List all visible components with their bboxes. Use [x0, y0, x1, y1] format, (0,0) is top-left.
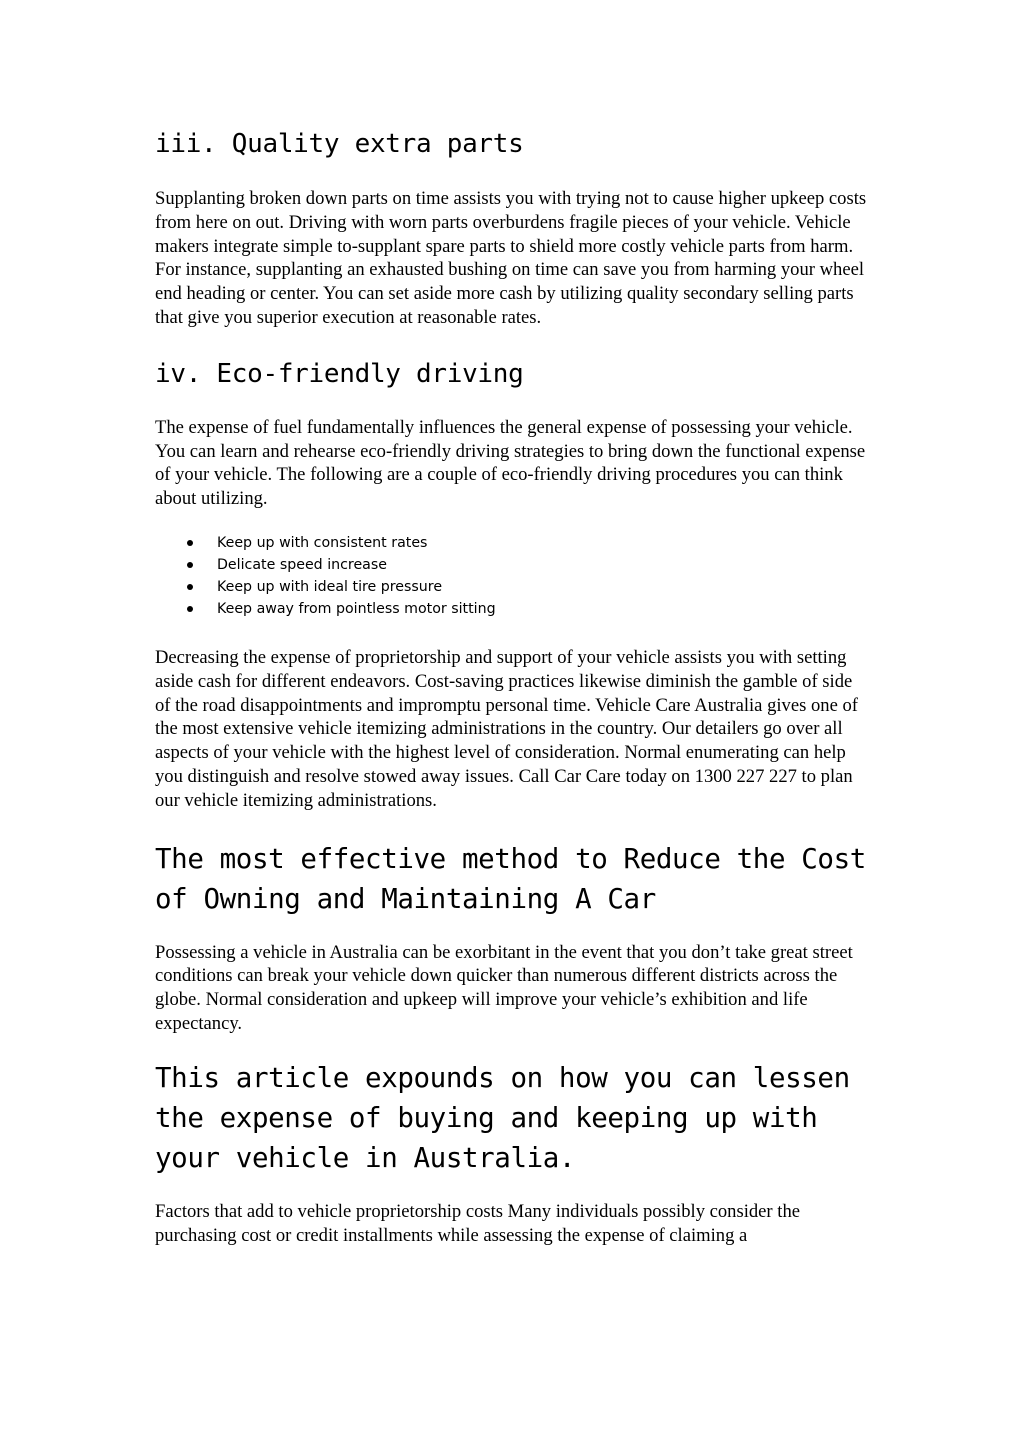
section-heading-reduce-cost: The most effective method to Reduce the Cost of Owning and Maintaining A Car — [155, 842, 866, 915]
section-heading-quality-parts: iii. Quality extra parts — [155, 129, 524, 159]
bullet-icon — [187, 606, 193, 612]
list-item-text: Keep away from pointless motor sitting — [217, 600, 496, 617]
bullet-icon — [187, 584, 193, 590]
list-item — [155, 532, 869, 554]
list-item — [155, 554, 869, 576]
list-item-text: Keep up with consistent rates — [217, 534, 428, 551]
paragraph-eco-driving: The expense of fuel fundamentally influences the general expense of possessing your vehicle. You can learn and rehearse eco-friendly driving strategies to bring down the functional expense of your vehicle. The following are a couple of eco-friendly driving procedures you can think about utilizing. — [155, 416, 866, 510]
section-heading-article-intro: This article expounds on how you can lessen the expense of buying and keeping up with your vehicle in Australia. — [155, 1061, 850, 1174]
list-item — [155, 598, 869, 620]
paragraph-quality-parts: Supplanting broken down parts on time assists you with trying not to cause higher upkeep costs from here on out. Driving with worn parts overburdens fragile pieces of your vehicle. Vehicle makers integrate simple to-supplant spare parts to shield more costly vehicle parts from harm. For instance, supplanting an exhausted bushing on time can save you from harming your wheel end heading or center. You can set aside more cash by utilizing quality secondary selling parts that give you superior execution at reasonable rates. — [155, 188, 867, 328]
section-heading-eco-driving: iv. Eco-friendly driving — [155, 358, 524, 389]
paragraph-article-intro: Factors that add to vehicle proprietorship costs Many individuals possibly consider the purchasing cost or credit installments while assessing the expense of claiming a — [155, 1200, 800, 1246]
list-item — [155, 576, 869, 598]
list-item-text: Delicate speed increase — [217, 556, 388, 573]
bullet-icon — [187, 562, 193, 568]
paragraph-reduce-cost: Possessing a vehicle in Australia can be exorbitant in the event that you don’t take great street conditions can break your vehicle down quicker than numerous different districts across the globe. Normal consideration and upkeep will improve your vehicle’s exhibition and life expectancy. — [155, 941, 853, 1034]
document-content — [155, 126, 869, 1247]
paragraph-eco-driving-closing: Decreasing the expense of proprietorship and support of your vehicle assists you with setting aside cash for different endeavors. Cost-saving practices likewise diminish the gamble of side of the road disappointments and impromptu personal time. Vehicle Care Australia gives one of the most extensive vehicle itemizing administrations in the country. Our detailers go over all aspects of your vehicle with the highest level of consideration. Normal enumerating can help you distinguish and resolve stowed away issues. Call Car Care today on 1300 227 227 to plan our vehicle itemizing administrations. — [155, 646, 858, 811]
list-item-text: Keep up with ideal tire pressure — [217, 578, 443, 595]
eco-driving-bullet-list — [155, 532, 869, 620]
bullet-icon — [187, 540, 193, 546]
